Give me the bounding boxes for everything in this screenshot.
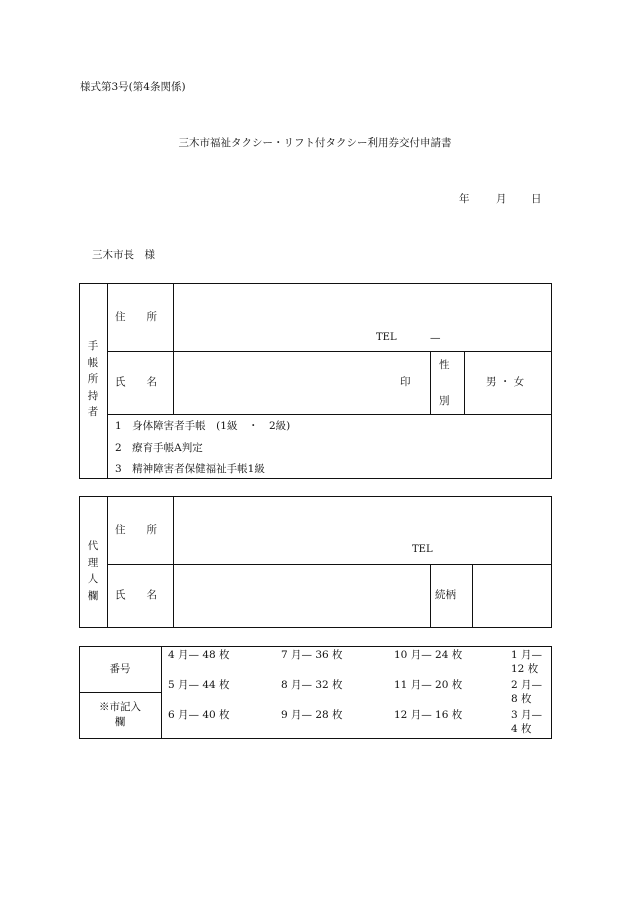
agent-relation-field[interactable] — [473, 565, 551, 627]
agent-side-label: 代 理 人 欄 — [87, 540, 99, 602]
issue-cell: 6 月— 40 枚 — [168, 709, 230, 721]
issue-cell: 9 月— 28 枚 — [281, 709, 343, 721]
form-number: 様式第3号(第4条関係) — [80, 81, 186, 93]
issue-cell: 8 月— 32 枚 — [281, 679, 343, 691]
date-year: 年 — [459, 193, 470, 205]
issue-cell: 5 月— 44 枚 — [168, 679, 230, 691]
agent-relation-label: 続柄 — [435, 589, 456, 601]
handbook-option-1[interactable]: 1 身体障害者手帳 (1級 ・ 2級) — [115, 420, 291, 432]
issue-cell: 4 月— 48 枚 — [168, 649, 230, 661]
holder-address-field[interactable] — [174, 284, 551, 350]
issue-cell: 12 月— 16 枚 — [394, 709, 463, 721]
handbook-option-2[interactable]: 2 療育手帳A判定 — [115, 442, 203, 454]
agent-address-field[interactable] — [174, 497, 551, 563]
holder-address-label: 住 所 — [115, 311, 157, 323]
seal-mark: 印 — [400, 376, 411, 388]
holder-tel-label: TEL — [376, 332, 397, 343]
holder-name-field[interactable] — [174, 352, 429, 413]
agent-address-label: 住 所 — [115, 524, 157, 536]
issue-cell: 11 月— 20 枚 — [394, 679, 463, 691]
agent-name-field[interactable] — [174, 565, 429, 627]
form-title: 三木市福祉タクシー・リフト付タクシー利用券交付申請書 — [178, 137, 452, 149]
holder-name-label: 氏 名 — [115, 376, 157, 388]
issue-cell-wrap-head: 1 月— 12 枚 — [511, 649, 543, 675]
handbook-option-3[interactable]: 3 精神障害者保健福祉手帳1級 — [115, 463, 265, 475]
city-use-label-line1: ※市記入 — [99, 701, 141, 713]
sex-label-top: 性 — [439, 359, 450, 371]
issue-cell-wrap-head: 2 月— 8 枚 — [511, 679, 543, 705]
number-label: 番号 — [109, 663, 131, 675]
sex-options[interactable]: 男 ・ 女 — [486, 376, 525, 388]
addressee: 三木市長 様 — [92, 249, 155, 261]
date-day: 日 — [531, 193, 542, 205]
issue-cell-wrap-head: 3 月— 4 枚 — [511, 709, 543, 735]
agent-tel-label: TEL — [412, 544, 433, 555]
holder-tel-dash: — — [430, 332, 441, 344]
agent-name-label: 氏 名 — [115, 589, 157, 601]
date-month: 月 — [496, 193, 507, 205]
city-use-label-line2: 欄 — [114, 716, 126, 728]
holder-side-label: 手 帳 所 持 者 — [87, 340, 99, 418]
issue-cell: 10 月— 24 枚 — [394, 649, 463, 661]
sex-label-bottom: 別 — [439, 395, 450, 407]
issue-cell: 7 月— 36 枚 — [281, 649, 343, 661]
